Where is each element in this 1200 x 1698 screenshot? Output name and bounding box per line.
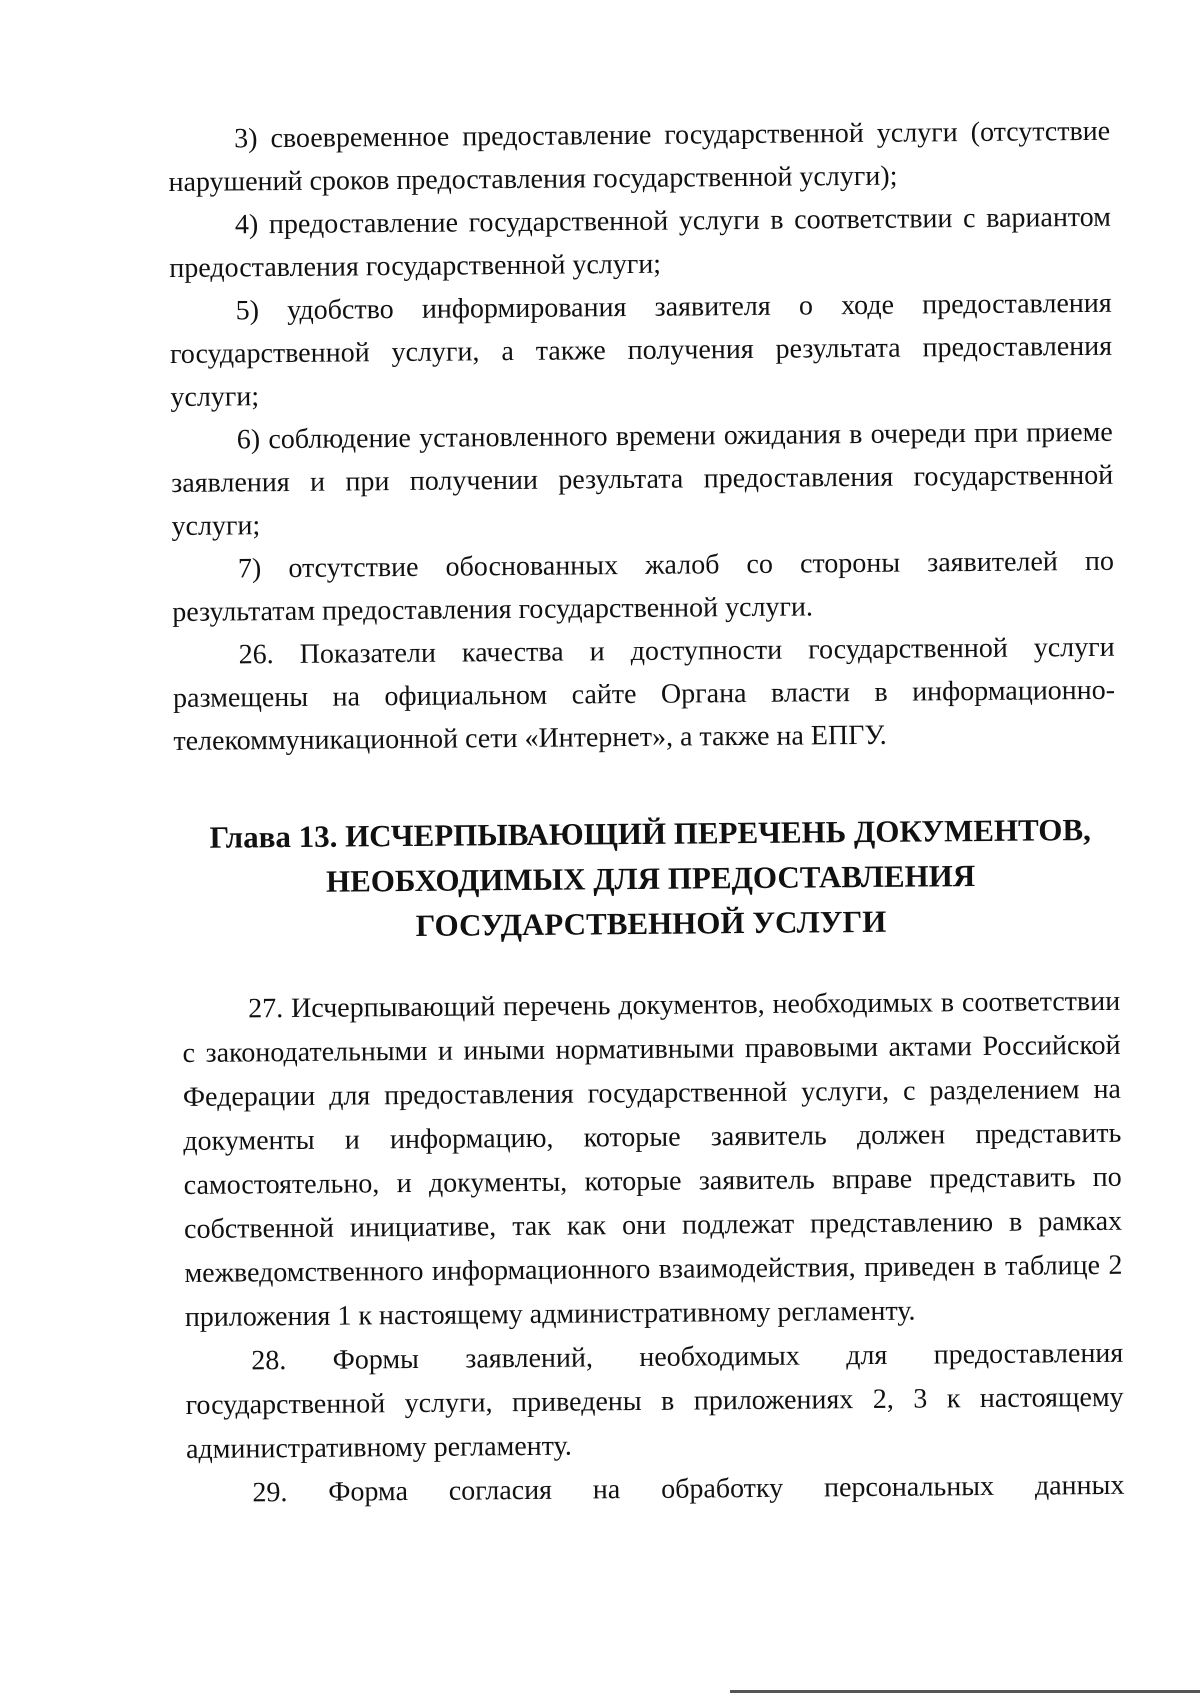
paragraph-28: 28. Формы заявлений, необходимых для предоставления государственной услуги, приведены в приложениях 2, 3 к настоящему административному регламенту. xyxy=(185,1337,1124,1465)
paragraph-item-3: 3) своевременное предоставление государственной услуги (отсутствие нарушений сроков предоставления государственной услуги); xyxy=(168,115,1111,198)
paragraph-29: 29. Форма согласия на обработку персональных данных xyxy=(252,1469,1125,1509)
chapter-heading-line-2: НЕОБХОДИМЫХ ДЛЯ ПРЕДОСТАВЛЕНИЯ xyxy=(325,858,976,899)
paragraph-27: 27. Исчерпывающий перечень документов, необходимых в соответствии с законодательными и иными нормативными правовыми актами Российской Федерации для предоставления государственной услуги, с разделением на документы и информацию, которые заявитель должен представить самостоятельно, и документы, которые заявитель вправе представить по собственной инициативе, так как они подлежат представлению в рамках межведомственного информационного взаимодействия, приведен в таблице 2 приложения 1 к настоящему административному регламенту. xyxy=(182,985,1123,1333)
text-block-bottom xyxy=(182,980,1125,1516)
paragraph-26: 26. Показатели качества и доступности государственной услуги размещены на официальном сайте Органа власти в информационно-телекоммуникационной сети «Интернет», а также на ЕПГУ. xyxy=(172,631,1116,757)
text-block-top xyxy=(168,110,1116,763)
chapter-heading xyxy=(180,807,1121,950)
paragraph-item-6: 6) соблюдение установленного времени ожидания в очереди при приеме заявления и при получении результата предоставления государственной услуги; xyxy=(171,416,1114,542)
scan-edge-line xyxy=(730,1690,1200,1693)
paragraph-item-7: 7) отсутствие обоснованных жалоб со стороны заявителей по результатам предоставления государственной услуги. xyxy=(172,545,1115,628)
chapter-heading-line-3: ГОСУДАРСТВЕННОЙ УСЛУГИ xyxy=(415,903,887,943)
paragraph-item-4: 4) предоставление государственной услуги в соответствии с вариантом предоставления государственной услуги; xyxy=(169,201,1112,284)
chapter-heading-line-1: Глава 13. ИСЧЕРПЫВАЮЩИЙ ПЕРЕЧЕНЬ ДОКУМЕНТОВ, xyxy=(209,812,1092,855)
paragraph-item-5: 5) удобство информирования заявителя о ходе предоставления государственной услуги, а также получения результата предоставления услуги; xyxy=(169,287,1113,413)
